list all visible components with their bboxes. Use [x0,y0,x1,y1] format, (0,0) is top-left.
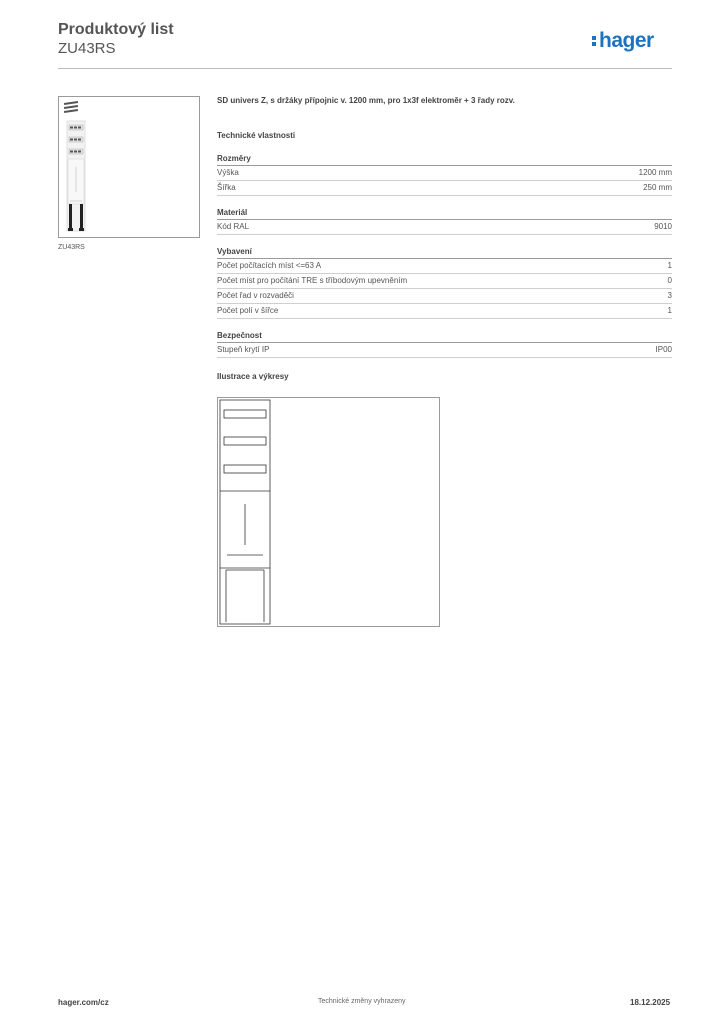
footer-date: 18.12.2025 [630,998,671,1007]
logo-text: hager [599,29,654,52]
logo-dots-icon [592,34,597,48]
hager-logo [592,29,654,53]
spec-value: 250 mm [643,183,672,192]
spec-label: Počet počítacích míst <=63 A [217,261,322,270]
technical-drawing [217,397,440,627]
product-code: ZU43RS [58,40,116,57]
spec-label: Šířka [217,183,236,192]
product-photo [58,96,200,238]
spec-label: Kód RAL [217,222,250,231]
spec-row [217,166,672,181]
spec-row [217,220,672,235]
illustrations-title: Ilustrace a výkresy [217,372,289,381]
section-title: Rozměry [217,154,672,166]
section-title: Bezpečnost [217,331,672,343]
footer-notice: Technické změny vyhrazeny [318,998,406,1005]
spec-value: 1200 mm [638,168,672,177]
spec-value: IP00 [655,345,672,354]
product-description: SD univers Z, s držáky přípojnic v. 1200 mm, pro 1x3f elektroměr + 3 řady rozv. [217,96,515,105]
spec-row [217,274,672,289]
section-safety [217,331,672,358]
technical-properties-title: Technické vlastnosti [217,131,296,140]
spec-value: 1 [667,306,672,315]
spec-label: Výška [217,168,239,177]
spec-row [217,289,672,304]
spec-row [217,181,672,196]
spec-label: Stupeň krytí IP [217,345,270,354]
section-title: Materiál [217,208,672,220]
spec-label: Počet polí v šířce [217,306,279,315]
spec-value: 1 [667,261,672,270]
section-dimensions [217,154,672,196]
section-title: Vybavení [217,247,672,259]
footer-website[interactable]: hager.com/cz [58,998,109,1007]
spec-value: 3 [667,291,672,300]
section-material [217,208,672,235]
product-details [217,96,672,381]
page-title: Produktový list [58,21,174,38]
product-photo-image [59,97,199,237]
spec-label: Počet míst pro počítání TRE s tříbodovým upevněním [217,276,408,285]
header-divider [58,68,672,69]
spec-label: Počet řad v rozvaděči [217,291,294,300]
photo-caption: ZU43RS [58,244,85,251]
spec-value: 0 [667,276,672,285]
spec-row [217,259,672,274]
section-equipment [217,247,672,319]
spec-value: 9010 [654,222,672,231]
technical-drawing-image [218,398,439,626]
spec-row [217,343,672,358]
spec-row [217,304,672,319]
